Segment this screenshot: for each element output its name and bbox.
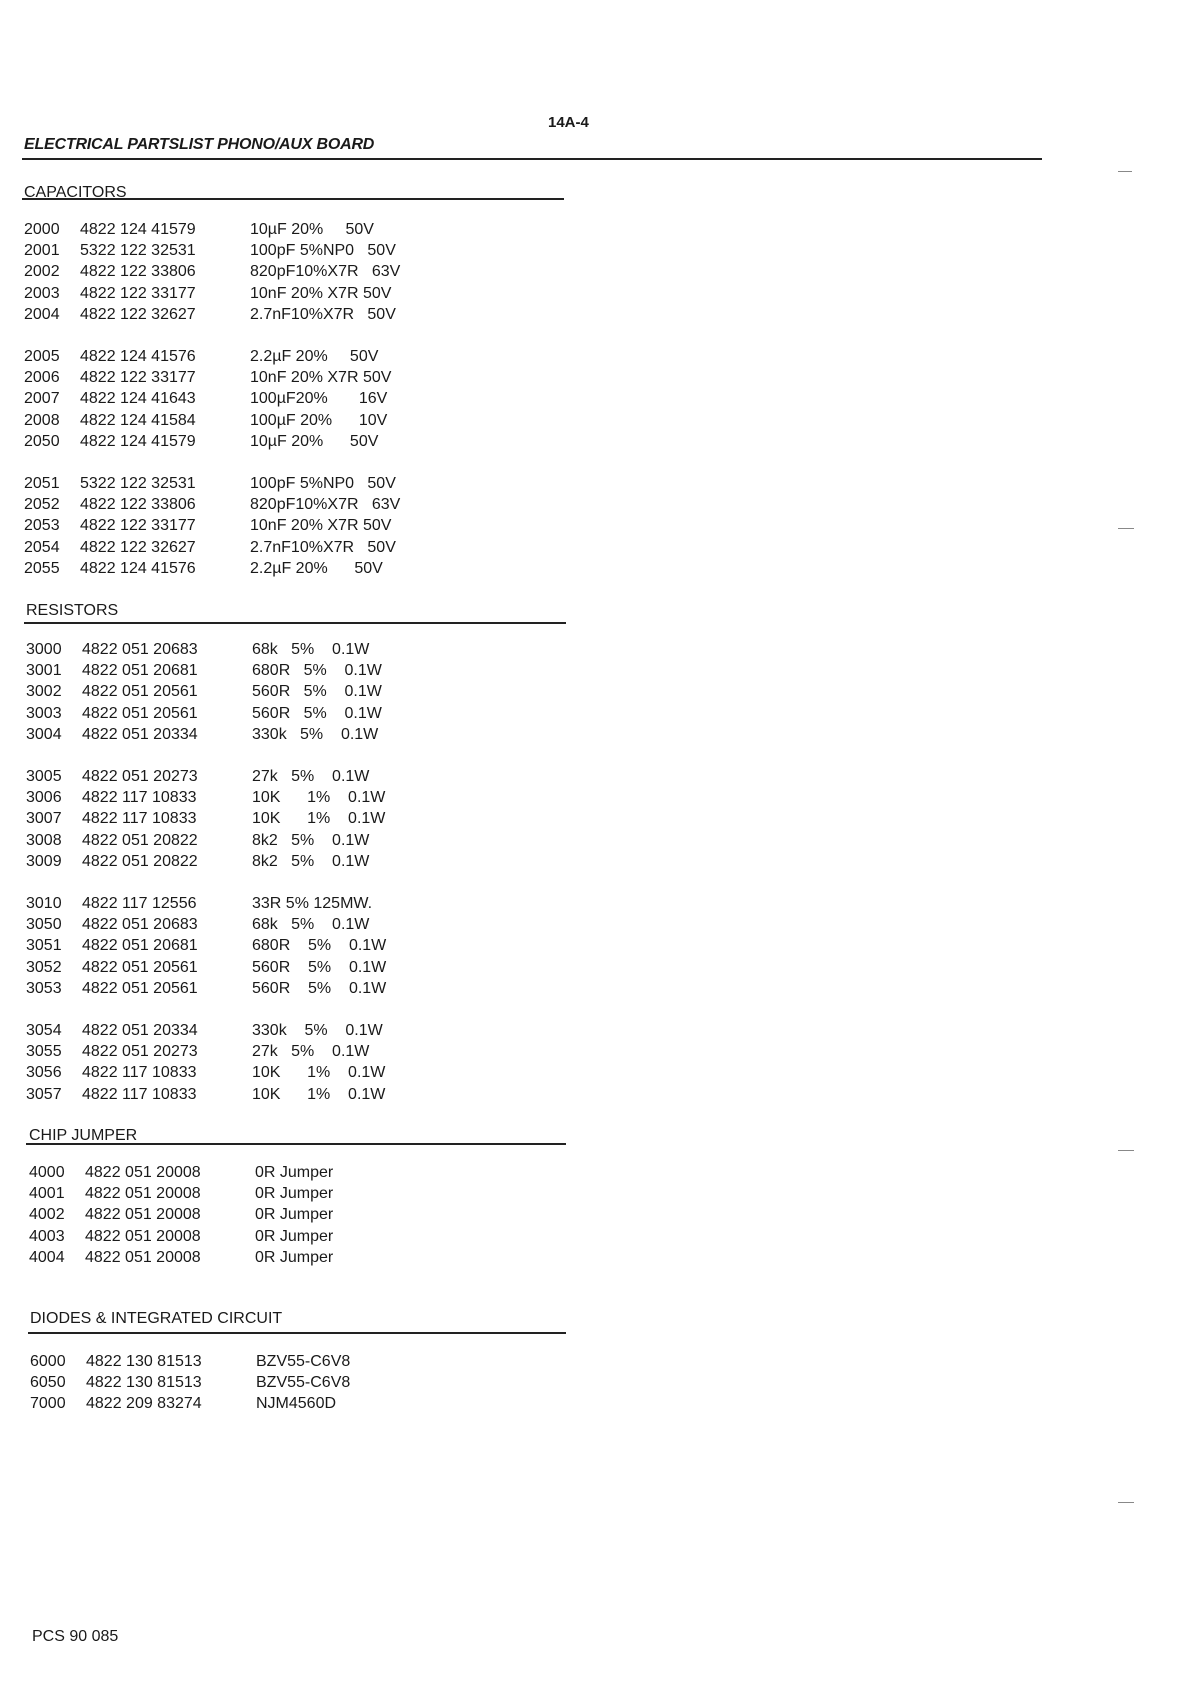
part-description: 27k 5% 0.1W: [252, 768, 370, 785]
section-rule: [24, 622, 566, 624]
part-description: 10nF 20% X7R 50V: [250, 284, 392, 302]
position-number: 2003: [24, 284, 60, 302]
part-code: 4822 051 20561: [82, 958, 198, 976]
part-description: 680R 5% 0.1W: [252, 662, 382, 680]
section-rule: [22, 198, 564, 200]
part-code: 4822 117 10833: [82, 810, 197, 828]
part-code: 4822 117 10833: [82, 789, 197, 807]
part-description: 820pF10%X7R 63V: [250, 496, 401, 514]
part-code: 4822 122 33177: [80, 369, 196, 387]
part-code: 4822 117 10833: [82, 1064, 197, 1082]
scan-mark: [1118, 1502, 1134, 1503]
position-number: 3010: [26, 895, 62, 912]
position-number: 3009: [26, 852, 62, 870]
position-number: 3057: [26, 1085, 62, 1103]
part-code: 4822 051 20681: [82, 937, 198, 955]
position-number: 2001: [24, 242, 60, 260]
part-description: 33R 5% 125MW.: [252, 895, 373, 912]
part-description: 820pF10%X7R 63V: [250, 263, 401, 281]
part-description: BZV55-C6V8: [256, 1374, 351, 1392]
position-number: 7000: [30, 1395, 66, 1413]
part-description: 2.7nF10%X7R 50V: [250, 538, 396, 556]
part-code: 4822 122 32627: [80, 538, 196, 556]
scan-mark: [1118, 1150, 1134, 1151]
position-number: 4003: [29, 1227, 65, 1245]
position-number: 2052: [24, 496, 60, 514]
position-number: 4001: [29, 1185, 65, 1203]
position-number: 4000: [29, 1164, 65, 1181]
position-number: 3007: [26, 810, 62, 828]
part-description: 8k2 5% 0.1W: [252, 852, 370, 870]
position-number: 2006: [24, 369, 60, 387]
footer-code: PCS 90 085: [32, 1628, 119, 1645]
position-number: 2004: [24, 305, 60, 323]
part-code: 4822 117 10833: [82, 1085, 197, 1103]
position-number: 2000: [24, 221, 60, 238]
part-description: 8k2 5% 0.1W: [252, 831, 370, 849]
part-code: 4822 124 41643: [80, 390, 196, 408]
position-number: 3054: [26, 1022, 62, 1039]
part-code: 5322 122 32531: [80, 475, 196, 492]
position-number: 2005: [24, 348, 60, 365]
section-heading: CHIP JUMPER: [29, 1127, 138, 1144]
part-description: 2.2µF 20% 50V: [250, 559, 383, 577]
section-heading: CAPACITORS: [24, 184, 127, 201]
part-description: 100µF 20% 10V: [250, 411, 388, 429]
part-description: 2.2µF 20% 50V: [250, 348, 379, 365]
position-number: 3001: [26, 662, 62, 680]
part-code: 4822 122 33177: [80, 284, 196, 302]
position-number: 3002: [26, 683, 62, 701]
part-description: 27k 5% 0.1W: [252, 1043, 370, 1061]
part-description: 330k 5% 0.1W: [252, 725, 379, 743]
part-description: 10nF 20% X7R 50V: [250, 369, 392, 387]
part-code: 4822 051 20822: [82, 831, 198, 849]
position-number: 2054: [24, 538, 60, 556]
part-code: 4822 122 32627: [80, 305, 196, 323]
section-rule: [28, 1332, 566, 1334]
document-title: ELECTRICAL PARTSLIST PHONO/AUX BOARD: [24, 136, 375, 153]
position-number: 3050: [26, 916, 62, 934]
part-description: 560R 5% 0.1W: [252, 704, 382, 722]
part-code: 4822 117 12556: [82, 895, 197, 912]
part-description: 10K 1% 0.1W: [252, 1085, 386, 1103]
part-code: 4822 209 83274: [86, 1395, 202, 1413]
page-number: 14A-4: [548, 114, 589, 131]
position-number: 2050: [24, 432, 60, 450]
part-code: 4822 130 81513: [86, 1374, 202, 1392]
part-description: 100pF 5%NP0 50V: [250, 475, 396, 492]
section-heading: DIODES & INTEGRATED CIRCUIT: [30, 1310, 283, 1327]
position-number: 3006: [26, 789, 62, 807]
part-code: 4822 051 20334: [82, 1022, 198, 1039]
part-code: 4822 122 33177: [80, 517, 196, 535]
position-number: 6050: [30, 1374, 66, 1392]
part-description: 560R 5% 0.1W: [252, 958, 387, 976]
part-code: 4822 051 20683: [82, 916, 198, 934]
scan-mark: [1118, 528, 1134, 529]
part-code: 4822 124 41576: [80, 348, 196, 365]
position-number: 3053: [26, 979, 62, 997]
part-description: 0R Jumper: [255, 1227, 334, 1245]
part-code: 4822 051 20561: [82, 704, 198, 722]
part-description: 10K 1% 0.1W: [252, 1064, 386, 1082]
part-code: 4822 051 20683: [82, 641, 198, 658]
position-number: 3055: [26, 1043, 62, 1061]
part-description: 68k 5% 0.1W: [252, 641, 370, 658]
position-number: 2008: [24, 411, 60, 429]
part-code: 4822 051 20334: [82, 725, 198, 743]
part-description: 560R 5% 0.1W: [252, 979, 387, 997]
part-description: 10µF 20% 50V: [250, 221, 374, 238]
part-code: 4822 124 41579: [80, 432, 196, 450]
part-code: 4822 130 81513: [86, 1353, 202, 1370]
section-heading: RESISTORS: [26, 602, 119, 619]
part-description: BZV55-C6V8: [256, 1353, 351, 1370]
position-number: 3056: [26, 1064, 62, 1082]
position-number: 2007: [24, 390, 60, 408]
position-number: 3003: [26, 704, 62, 722]
position-number: 3052: [26, 958, 62, 976]
part-description: 100µF20% 16V: [250, 390, 388, 408]
part-code: 4822 051 20273: [82, 1043, 198, 1061]
part-code: 4822 122 33806: [80, 496, 196, 514]
position-number: 3008: [26, 831, 62, 849]
part-description: 0R Jumper: [255, 1206, 334, 1224]
part-description: 10K 1% 0.1W: [252, 789, 386, 807]
part-code: 4822 051 20008: [85, 1227, 201, 1245]
part-code: 4822 122 33806: [80, 263, 196, 281]
part-description: 0R Jumper: [255, 1164, 334, 1181]
scan-mark: [1118, 171, 1132, 172]
position-number: 3051: [26, 937, 62, 955]
position-number: 2053: [24, 517, 60, 535]
position-number: 3005: [26, 768, 62, 785]
part-code: 4822 051 20561: [82, 683, 198, 701]
position-number: 3004: [26, 725, 62, 743]
part-code: 4822 051 20561: [82, 979, 198, 997]
position-number: 2002: [24, 263, 60, 281]
part-code: 5322 122 32531: [80, 242, 196, 260]
part-description: 2.7nF10%X7R 50V: [250, 305, 396, 323]
part-description: 10nF 20% X7R 50V: [250, 517, 392, 535]
position-number: 2051: [24, 475, 60, 492]
part-code: 4822 051 20822: [82, 852, 198, 870]
part-description: 10K 1% 0.1W: [252, 810, 386, 828]
part-description: 68k 5% 0.1W: [252, 916, 370, 934]
position-number: 6000: [30, 1353, 66, 1370]
part-description: 0R Jumper: [255, 1248, 334, 1266]
part-description: 100pF 5%NP0 50V: [250, 242, 396, 260]
part-code: 4822 051 20273: [82, 768, 198, 785]
part-code: 4822 124 41579: [80, 221, 196, 238]
part-code: 4822 124 41584: [80, 411, 196, 429]
position-number: 3000: [26, 641, 62, 658]
part-description: 680R 5% 0.1W: [252, 937, 387, 955]
part-code: 4822 124 41576: [80, 559, 196, 577]
position-number: 4002: [29, 1206, 65, 1224]
part-description: 10µF 20% 50V: [250, 432, 379, 450]
part-description: NJM4560D: [256, 1395, 337, 1413]
part-code: 4822 051 20008: [85, 1248, 201, 1266]
part-description: 0R Jumper: [255, 1185, 334, 1203]
part-code: 4822 051 20681: [82, 662, 198, 680]
part-description: 330k 5% 0.1W: [252, 1022, 383, 1039]
section-rule: [26, 1143, 566, 1145]
title-rule: [22, 158, 1042, 160]
part-code: 4822 051 20008: [85, 1185, 201, 1203]
part-code: 4822 051 20008: [85, 1206, 201, 1224]
part-code: 4822 051 20008: [85, 1164, 201, 1181]
position-number: 4004: [29, 1248, 65, 1266]
part-description: 560R 5% 0.1W: [252, 683, 382, 701]
position-number: 2055: [24, 559, 60, 577]
